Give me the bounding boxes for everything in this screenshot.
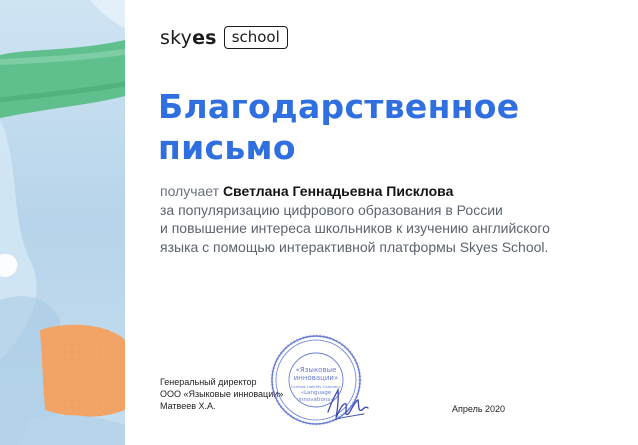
recipient-name: Светлана Геннадьевна Писклова bbox=[222, 183, 454, 199]
title-line-2: письмо bbox=[158, 128, 296, 167]
lead-word: получает bbox=[160, 183, 220, 199]
signatory-position: Генеральный директор bbox=[160, 377, 257, 387]
logo-wordmark: skyes bbox=[160, 26, 217, 49]
document-title bbox=[158, 86, 598, 168]
recipient-line bbox=[160, 182, 620, 201]
issue-date: Апрель 2020 bbox=[452, 404, 506, 414]
letter-body bbox=[160, 182, 620, 256]
body-line-2: за популяризацию цифрового образования в России bbox=[160, 201, 503, 218]
stamp-sub-line-3: innovations» bbox=[298, 397, 334, 403]
skyes-school-logo bbox=[160, 26, 288, 49]
signatory-company: ООО «Языковые инновации» bbox=[160, 389, 284, 399]
decorative-side-art bbox=[0, 0, 125, 445]
logo-school-badge: school bbox=[224, 26, 288, 49]
stamp-sub-line-2: «Language bbox=[300, 390, 332, 396]
stamp-sub-line-1: Limited Liability Company bbox=[291, 384, 341, 389]
signatory-block bbox=[160, 376, 283, 412]
body-line-4: языка с помощью интерактивной платформы Skyes School. bbox=[160, 238, 549, 255]
abstract-paint-art bbox=[0, 0, 125, 445]
title-line-1: Благодарственное bbox=[158, 87, 520, 126]
handwritten-signature bbox=[322, 382, 370, 426]
stamp-center-line-1: «Языковые bbox=[295, 366, 337, 374]
body-line-3: и повышение интереса школьников к изучению английского bbox=[160, 220, 550, 236]
signatory-name: Матвеев Х.А. bbox=[160, 401, 216, 411]
stamp-center-line-2: инновации» bbox=[293, 374, 339, 382]
